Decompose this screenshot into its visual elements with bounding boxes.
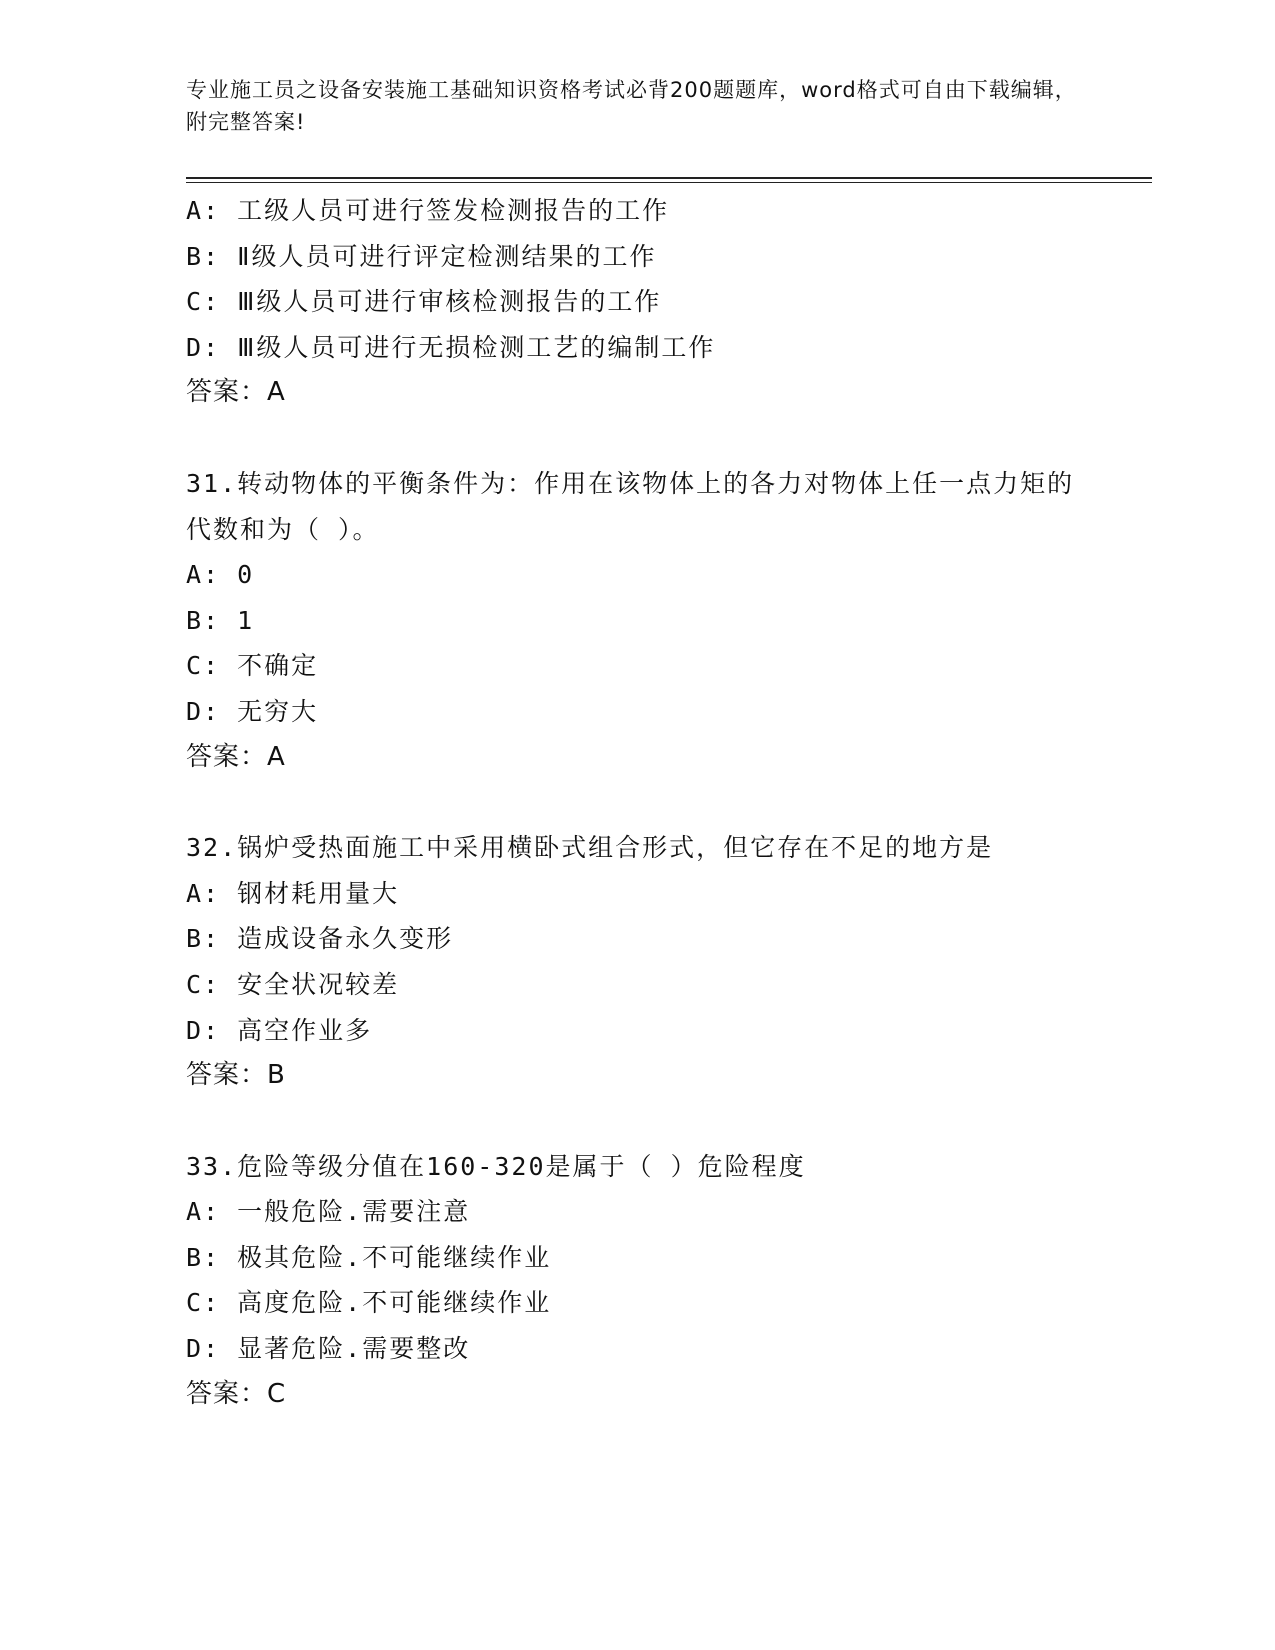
option-a: A: 一般危险.需要注意 [186,1197,471,1227]
option-b: B: 造成设备永久变形 [186,924,454,954]
question-text: 32.锅炉受热面施工中采用横卧式组合形式，但它存在不足的地方是 [186,833,994,863]
header-rule-thick [186,177,1152,179]
question-fragment [186,188,1086,416]
option-b: B: Ⅱ级人员可进行评定检测结果的工作 [186,241,657,271]
option-c: C: 高度危险.不可能继续作业 [186,1288,552,1318]
question-31 [186,461,1086,780]
option-a: A: 工级人员可进行签发检测报告的工作 [186,196,670,225]
option-d: D: 无穷大 [186,696,319,726]
answer: 答案：C [186,1378,287,1409]
header-rule-thin [186,182,1152,183]
question-32 [186,825,1086,1099]
answer: 答案：A [186,377,286,408]
option-d: D: Ⅲ级人员可进行无损检测工艺的编制工作 [186,332,716,362]
option-c: C: Ⅲ级人员可进行审核检测报告的工作 [186,287,662,317]
option-a: A: 0 [186,560,255,590]
option-c: C: 不确定 [186,651,319,681]
question-text: 31.转动物体的平衡条件为：作用在该物体上的各力对物体上任一点力矩的代数和为（ ）。 [186,468,1075,544]
answer: 答案：A [186,741,286,772]
option-c: C: 安全状况较差 [186,969,400,999]
option-a: A: 钢材耗用量大 [186,878,400,908]
option-d: D: 高空作业多 [186,1015,373,1045]
question-text: 33.危险等级分值在160-320是属于（ ）危险程度 [186,1151,806,1181]
page-header: 专业施工员之设备安装施工基础知识资格考试必背200题题库，word格式可自由下载编辑，附完整答案! [186,78,1077,134]
option-b: B: 1 [186,605,255,635]
document-body [186,188,1086,1417]
question-33 [186,1144,1086,1418]
answer: 答案：B [186,1060,286,1091]
option-b: B: 极其危险.不可能继续作业 [186,1242,552,1272]
option-d: D: 显著危险.需要整改 [186,1334,471,1364]
